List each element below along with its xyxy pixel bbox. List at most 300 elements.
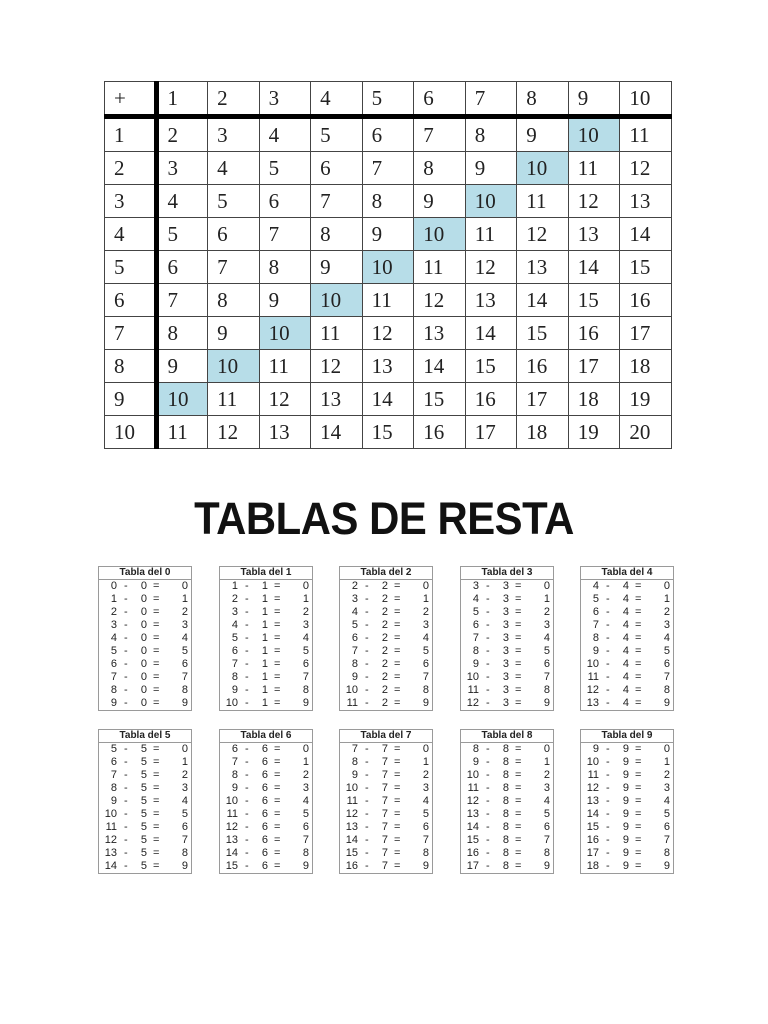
subtraction-row — [461, 619, 553, 632]
addition-header-row — [105, 82, 672, 117]
minuend: 8 — [231, 769, 238, 781]
subtrahend: 2 — [381, 697, 388, 709]
difference: 5 — [302, 645, 309, 657]
subtrahend: 9 — [622, 769, 629, 781]
difference: 2 — [302, 606, 309, 618]
minus-sign: - — [124, 743, 128, 755]
equals-sign: = — [635, 580, 642, 592]
subtraction-row — [461, 671, 553, 684]
difference: 2 — [181, 769, 188, 781]
subtraction-row — [340, 632, 432, 645]
minus-sign: - — [245, 684, 249, 696]
equals-sign: = — [635, 795, 642, 807]
subtraction-row — [220, 697, 312, 710]
equals-sign: = — [635, 658, 642, 670]
subtrahend: 3 — [502, 671, 509, 683]
difference: 4 — [663, 632, 670, 644]
minuend: 10 — [104, 808, 117, 820]
minuend: 11 — [467, 782, 479, 794]
equals-sign: = — [635, 593, 642, 605]
minus-sign: - — [606, 847, 610, 859]
difference: 1 — [181, 756, 188, 768]
difference: 7 — [663, 671, 670, 683]
equals-sign: = — [153, 684, 160, 696]
minus-sign: - — [365, 769, 369, 781]
minuend: 12 — [104, 834, 117, 846]
minuend: 12 — [225, 821, 238, 833]
minus-sign: - — [486, 606, 490, 618]
minuend: 0 — [110, 580, 117, 592]
difference: 8 — [302, 684, 309, 696]
subtraction-row — [581, 593, 673, 606]
subtrahend: 7 — [381, 795, 388, 807]
subtrahend: 9 — [622, 782, 629, 794]
difference: 8 — [181, 684, 188, 696]
subtraction-row — [340, 619, 432, 632]
minus-sign: - — [606, 697, 610, 709]
minuend: 15 — [345, 847, 358, 859]
minuend: 11 — [587, 671, 599, 683]
sum-cell: 9 — [311, 251, 363, 284]
subtrahend: 4 — [622, 658, 629, 670]
minuend: 3 — [110, 619, 117, 631]
difference: 0 — [663, 743, 670, 755]
minus-sign: - — [365, 632, 369, 644]
subtraction-row — [99, 795, 191, 808]
minuend: 12 — [466, 697, 479, 709]
table-row — [105, 152, 672, 185]
subtrahend: 6 — [261, 795, 268, 807]
subtraction-row — [99, 684, 191, 697]
subtrahend: 4 — [622, 606, 629, 618]
subtraction-row — [99, 769, 191, 782]
subtraction-row — [99, 782, 191, 795]
minus-sign: - — [486, 619, 490, 631]
difference: 9 — [543, 697, 550, 709]
highlighted-sum-cell: 10 — [465, 185, 517, 218]
sum-cell: 11 — [311, 317, 363, 350]
minuend: 12 — [345, 808, 358, 820]
subtrahend: 7 — [381, 808, 388, 820]
minuend: 11 — [346, 697, 358, 709]
sum-cell: 6 — [311, 152, 363, 185]
row-header-cell: 3 — [105, 185, 157, 218]
minus-sign: - — [365, 606, 369, 618]
minuend: 5 — [592, 593, 599, 605]
subtrahend: 6 — [261, 847, 268, 859]
subtrahend: 4 — [622, 593, 629, 605]
subtraction-row — [340, 580, 432, 593]
subtrahend: 9 — [622, 808, 629, 820]
equals-sign: = — [394, 860, 401, 872]
header-cell: 3 — [259, 82, 311, 117]
header-cell: 9 — [568, 82, 620, 117]
sum-cell: 15 — [620, 251, 672, 284]
subtrahend: 5 — [140, 847, 147, 859]
equals-sign: = — [394, 697, 401, 709]
minus-sign: - — [606, 658, 610, 670]
difference: 5 — [543, 808, 550, 820]
subtraction-row — [220, 847, 312, 860]
minus-sign: - — [486, 847, 490, 859]
subtraction-row — [340, 808, 432, 821]
subtraction-row — [99, 756, 191, 769]
difference: 0 — [422, 743, 429, 755]
minuend: 2 — [110, 606, 117, 618]
equals-sign: = — [515, 756, 522, 768]
minus-sign: - — [486, 808, 490, 820]
subtrahend: 8 — [502, 795, 509, 807]
sum-cell: 18 — [568, 383, 620, 416]
equals-sign: = — [635, 834, 642, 846]
minus-sign: - — [365, 756, 369, 768]
subtrahend: 5 — [140, 808, 147, 820]
minuend: 9 — [351, 671, 358, 683]
sum-cell: 9 — [208, 317, 260, 350]
equals-sign: = — [274, 580, 281, 592]
sum-cell: 16 — [414, 416, 466, 449]
header-cell: 10 — [620, 82, 672, 117]
subtrahend: 8 — [502, 808, 509, 820]
equals-sign: = — [274, 860, 281, 872]
subtraction-row — [340, 834, 432, 847]
sum-cell: 5 — [208, 185, 260, 218]
minuend: 11 — [467, 684, 479, 696]
equals-sign: = — [153, 834, 160, 846]
difference: 1 — [422, 593, 429, 605]
header-cell: 7 — [465, 82, 517, 117]
difference: 9 — [543, 860, 550, 872]
minuend: 5 — [472, 606, 479, 618]
subtraction-table-card — [580, 729, 674, 874]
subtrahend: 2 — [381, 645, 388, 657]
minus-sign: - — [606, 743, 610, 755]
subtrahend: 4 — [622, 684, 629, 696]
minus-sign: - — [245, 645, 249, 657]
subtrahend: 6 — [261, 782, 268, 794]
sum-cell: 9 — [259, 284, 311, 317]
highlighted-sum-cell: 10 — [311, 284, 363, 317]
equals-sign: = — [635, 671, 642, 683]
equals-sign: = — [635, 645, 642, 657]
subtraction-row — [581, 769, 673, 782]
difference: 6 — [543, 821, 550, 833]
minus-sign: - — [365, 795, 369, 807]
subtraction-row — [220, 632, 312, 645]
minuend: 9 — [472, 756, 479, 768]
minus-sign: - — [606, 645, 610, 657]
minuend: 1 — [110, 593, 117, 605]
minus-sign: - — [606, 684, 610, 696]
subtraction-row — [461, 756, 553, 769]
subtraction-row — [220, 658, 312, 671]
sum-cell: 3 — [208, 117, 260, 152]
minuend: 16 — [586, 834, 599, 846]
equals-sign: = — [394, 671, 401, 683]
highlighted-sum-cell: 10 — [568, 117, 620, 152]
equals-sign: = — [394, 684, 401, 696]
sum-cell: 8 — [156, 317, 208, 350]
minus-sign: - — [124, 782, 128, 794]
sum-cell: 12 — [311, 350, 363, 383]
subtrahend: 8 — [502, 834, 509, 846]
equals-sign: = — [394, 834, 401, 846]
sum-cell: 12 — [414, 284, 466, 317]
equals-sign: = — [274, 782, 281, 794]
subtraction-row — [581, 697, 673, 710]
equals-sign: = — [635, 756, 642, 768]
subtraction-row — [220, 756, 312, 769]
subtrahend: 4 — [622, 619, 629, 631]
sum-cell: 12 — [465, 251, 517, 284]
minuend: 14 — [466, 821, 479, 833]
sum-cell: 4 — [208, 152, 260, 185]
minuend: 14 — [345, 834, 358, 846]
minus-sign: - — [606, 834, 610, 846]
difference: 0 — [181, 580, 188, 592]
minus-sign: - — [365, 808, 369, 820]
minuend: 16 — [466, 847, 479, 859]
minuend: 16 — [345, 860, 358, 872]
equals-sign: = — [515, 821, 522, 833]
difference: 7 — [181, 834, 188, 846]
difference: 4 — [302, 632, 309, 644]
sum-cell: 18 — [620, 350, 672, 383]
subtrahend: 0 — [140, 593, 147, 605]
minuend: 7 — [351, 743, 358, 755]
table-row — [105, 251, 672, 284]
equals-sign: = — [515, 645, 522, 657]
equals-sign: = — [153, 606, 160, 618]
subtrahend: 7 — [381, 743, 388, 755]
minus-sign: - — [486, 593, 490, 605]
equals-sign: = — [274, 756, 281, 768]
difference: 8 — [663, 847, 670, 859]
minuend: 15 — [586, 821, 599, 833]
subtraction-row — [99, 671, 191, 684]
minus-sign: - — [606, 860, 610, 872]
equals-sign: = — [635, 821, 642, 833]
sum-cell: 9 — [362, 218, 414, 251]
equals-sign: = — [394, 821, 401, 833]
difference: 7 — [422, 671, 429, 683]
equals-sign: = — [274, 632, 281, 644]
minuend: 10 — [225, 795, 238, 807]
minuend: 8 — [231, 671, 238, 683]
minus-sign: - — [124, 645, 128, 657]
equals-sign: = — [515, 834, 522, 846]
subtraction-row — [581, 795, 673, 808]
subtrahend: 0 — [140, 580, 147, 592]
equals-sign: = — [274, 769, 281, 781]
equals-sign: = — [394, 769, 401, 781]
table-row — [105, 284, 672, 317]
sum-cell: 11 — [465, 218, 517, 251]
difference: 2 — [422, 769, 429, 781]
subtraction-table-card — [98, 729, 192, 874]
sum-cell: 16 — [517, 350, 569, 383]
minus-sign: - — [245, 606, 249, 618]
minus-sign: - — [245, 593, 249, 605]
subtraction-row — [220, 606, 312, 619]
subtraction-row — [461, 580, 553, 593]
difference: 3 — [663, 619, 670, 631]
sum-cell: 18 — [517, 416, 569, 449]
difference: 8 — [663, 684, 670, 696]
equals-sign: = — [153, 782, 160, 794]
subtraction-row — [581, 860, 673, 873]
minus-sign: - — [365, 782, 369, 794]
sum-cell: 11 — [156, 416, 208, 449]
sum-cell: 6 — [362, 117, 414, 152]
sum-cell: 8 — [208, 284, 260, 317]
minus-sign: - — [245, 769, 249, 781]
difference: 5 — [543, 645, 550, 657]
subtrahend: 9 — [622, 834, 629, 846]
sum-cell: 7 — [208, 251, 260, 284]
minus-sign: - — [245, 795, 249, 807]
equals-sign: = — [394, 606, 401, 618]
subtrahend: 6 — [261, 756, 268, 768]
sum-cell: 13 — [517, 251, 569, 284]
row-header-cell: 6 — [105, 284, 157, 317]
subtrahend: 1 — [261, 697, 268, 709]
difference: 0 — [543, 580, 550, 592]
minuend: 9 — [592, 743, 599, 755]
minuend: 13 — [225, 834, 238, 846]
sum-cell: 9 — [517, 117, 569, 152]
minus-sign: - — [365, 658, 369, 670]
subtraction-row — [220, 821, 312, 834]
subtraction-row — [581, 808, 673, 821]
table-row — [105, 350, 672, 383]
subtraction-row — [581, 847, 673, 860]
sum-cell: 14 — [517, 284, 569, 317]
minuend: 9 — [351, 769, 358, 781]
minus-sign: - — [245, 671, 249, 683]
sum-cell: 11 — [362, 284, 414, 317]
minus-sign: - — [486, 821, 490, 833]
minus-sign: - — [245, 808, 249, 820]
subtraction-table-card — [339, 566, 433, 711]
minuend: 9 — [592, 645, 599, 657]
equals-sign: = — [635, 632, 642, 644]
minus-sign: - — [124, 821, 128, 833]
subtraction-row — [220, 808, 312, 821]
equals-sign: = — [515, 697, 522, 709]
minuend: 6 — [351, 632, 358, 644]
subtraction-row — [340, 606, 432, 619]
equals-sign: = — [394, 645, 401, 657]
minuend: 10 — [586, 756, 599, 768]
minuend: 7 — [231, 658, 238, 670]
equals-sign: = — [153, 847, 160, 859]
subtrahend: 3 — [502, 645, 509, 657]
equals-sign: = — [274, 658, 281, 670]
subtraction-row — [99, 619, 191, 632]
minus-sign: - — [606, 795, 610, 807]
minus-sign: - — [245, 821, 249, 833]
sum-cell: 9 — [414, 185, 466, 218]
minuend: 9 — [472, 658, 479, 670]
equals-sign: = — [153, 593, 160, 605]
minuend: 3 — [472, 580, 479, 592]
sum-cell: 11 — [208, 383, 260, 416]
equals-sign: = — [515, 860, 522, 872]
equals-sign: = — [394, 580, 401, 592]
minus-sign: - — [486, 645, 490, 657]
difference: 6 — [181, 821, 188, 833]
minuend: 13 — [586, 697, 599, 709]
minus-sign: - — [245, 782, 249, 794]
subtrahend: 3 — [502, 632, 509, 644]
minuend: 11 — [346, 795, 358, 807]
minus-sign: - — [486, 860, 490, 872]
minuend: 10 — [225, 697, 238, 709]
minuend: 2 — [231, 593, 238, 605]
subtrahend: 7 — [381, 834, 388, 846]
subtraction-row — [461, 684, 553, 697]
header-cell: 5 — [362, 82, 414, 117]
subtrahend: 6 — [261, 808, 268, 820]
minuend: 8 — [351, 658, 358, 670]
difference: 0 — [422, 580, 429, 592]
subtraction-row — [461, 795, 553, 808]
subtraction-row — [340, 658, 432, 671]
subtrahend: 7 — [381, 782, 388, 794]
subtrahend: 8 — [502, 769, 509, 781]
equals-sign: = — [153, 619, 160, 631]
subtrahend: 2 — [381, 580, 388, 592]
difference: 6 — [302, 821, 309, 833]
header-cell: 6 — [414, 82, 466, 117]
sum-cell: 13 — [465, 284, 517, 317]
minuend: 12 — [586, 782, 599, 794]
minus-sign: - — [486, 834, 490, 846]
minus-sign: - — [486, 756, 490, 768]
equals-sign: = — [394, 782, 401, 794]
minuend: 13 — [345, 821, 358, 833]
difference: 8 — [181, 847, 188, 859]
subtrahend: 8 — [502, 860, 509, 872]
sum-cell: 14 — [620, 218, 672, 251]
subtraction-row — [461, 821, 553, 834]
subtraction-row — [581, 782, 673, 795]
minus-sign: - — [124, 769, 128, 781]
subtraction-row — [581, 821, 673, 834]
difference: 1 — [663, 756, 670, 768]
difference: 8 — [422, 847, 429, 859]
row-header-cell: 1 — [105, 117, 157, 152]
header-cell: 2 — [208, 82, 260, 117]
equals-sign: = — [515, 743, 522, 755]
minuend: 17 — [466, 860, 479, 872]
subtraction-row — [99, 847, 191, 860]
minus-sign: - — [245, 834, 249, 846]
subtraction-row — [220, 769, 312, 782]
subtraction-row — [220, 860, 312, 873]
minus-sign: - — [606, 671, 610, 683]
subtraction-row — [340, 782, 432, 795]
minuend: 8 — [472, 645, 479, 657]
equals-sign: = — [515, 658, 522, 670]
equals-sign: = — [635, 743, 642, 755]
difference: 1 — [422, 756, 429, 768]
subtraction-row — [220, 580, 312, 593]
subtraction-row — [340, 697, 432, 710]
subtrahend: 1 — [261, 606, 268, 618]
minuend: 4 — [351, 606, 358, 618]
